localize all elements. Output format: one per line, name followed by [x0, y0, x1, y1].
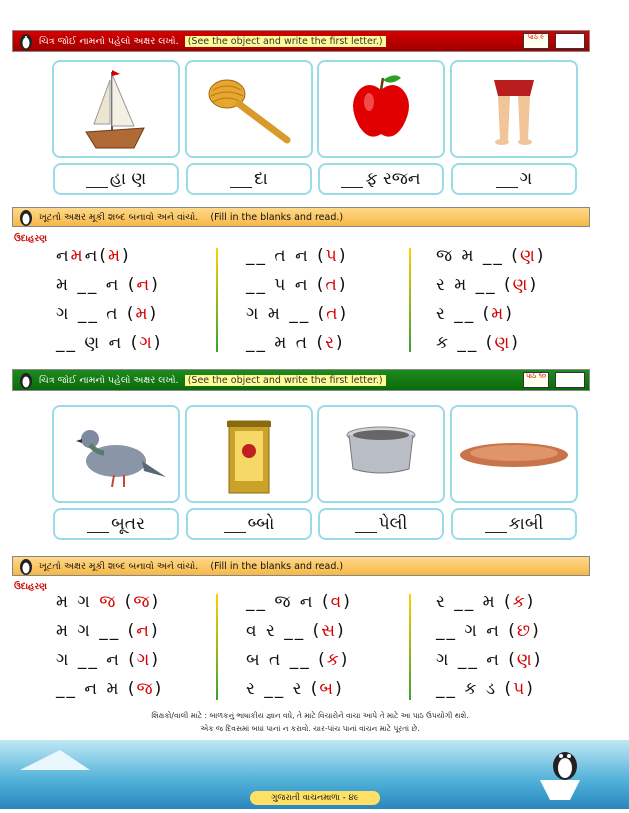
row-text: ર __ ( [436, 304, 492, 324]
row-text: ) [337, 621, 346, 641]
row-text: ) [122, 246, 131, 266]
row-text: ર મ __ ( [436, 275, 513, 295]
exercise-row[interactable] [56, 246, 131, 266]
fill2-banner [12, 556, 590, 576]
row-text: ) [505, 304, 514, 324]
exercise-row[interactable] [246, 304, 348, 324]
row-text: __ ન મ ( [56, 679, 137, 699]
column-divider [216, 248, 218, 352]
exercise-row[interactable] [56, 304, 158, 324]
picture-card-honey-dipper [185, 60, 313, 158]
row-text: ) [335, 333, 345, 353]
pot-icon [319, 407, 443, 501]
exercise-row[interactable] [56, 650, 160, 670]
fill1-banner [12, 207, 590, 227]
row-text: ક __ ( [436, 333, 495, 353]
answer-text: કાબી [508, 514, 544, 534]
row-text: ) [526, 679, 535, 699]
answer-letter: પ [325, 246, 339, 266]
row-text: ) [151, 275, 160, 295]
picture-card-plate [450, 405, 578, 503]
row-text: ર __ મ ( [436, 592, 513, 612]
answer-box-7[interactable] [318, 508, 444, 540]
exercise-row[interactable] [56, 621, 160, 641]
answer-letter: છ [516, 621, 533, 641]
apple-icon [319, 62, 443, 156]
blank-line [87, 516, 109, 533]
row-text: મ ગ __ ( [56, 621, 137, 641]
section1-instruction: ચિત્ર જોઈ નામનો પહેલો અક્ષર લખો. [39, 35, 179, 47]
section1-code: C L [555, 33, 585, 49]
row-text: ) [536, 246, 546, 266]
row-text: ) [532, 621, 541, 641]
section2-code: H L [555, 372, 585, 388]
exercise-row[interactable] [56, 275, 160, 295]
row-text: ( [99, 246, 108, 266]
row-text: __ પ ન ( [246, 275, 326, 295]
picture-card-legs [450, 60, 578, 158]
answer-text: દા [254, 169, 268, 189]
exercise-row[interactable] [246, 333, 345, 353]
exercise-row[interactable] [436, 246, 545, 266]
row-text: વ ર __ ( [246, 621, 322, 641]
row-text: ) [150, 621, 160, 641]
exercise-row[interactable] [436, 650, 542, 670]
answer-letter: મ [491, 304, 506, 324]
blank-line [86, 171, 108, 188]
row-text: ) [338, 275, 348, 295]
answer-box-4[interactable] [451, 163, 577, 195]
answer-letter: ક [512, 592, 527, 612]
answer-box-3[interactable] [318, 163, 444, 195]
blank-line [224, 516, 246, 533]
fill2-english: (Fill in the blanks and read.) [210, 560, 344, 572]
answer-letter: ત [325, 275, 339, 295]
exercise-row[interactable] [436, 333, 520, 353]
answer-box-1[interactable] [53, 163, 179, 195]
row-text: ) [151, 592, 161, 612]
fill2-instruction: ખૂટતો અક્ષર મૂકી શબ્દ બનાવો અને વાંચો. [39, 560, 199, 572]
section2-page-no: પાઠ ૧૦ [523, 372, 549, 388]
row-text: જ મ __ ( [436, 246, 520, 266]
blank-line [341, 171, 363, 188]
fill1-example-label: ઉદાહરણ [14, 234, 47, 244]
section1-banner [12, 30, 590, 52]
penguin-icon [13, 556, 39, 576]
penguin-mascot-icon [548, 742, 582, 786]
exercise-row[interactable] [246, 650, 349, 670]
answer-letter: સ [321, 621, 338, 641]
section1-page-no: પાઠ ૯ [523, 33, 549, 49]
answer-text: બ્બો [247, 514, 275, 534]
honey-dipper-icon [187, 62, 311, 156]
section2-banner [12, 369, 590, 391]
row-text: ) [343, 592, 352, 612]
blank-line [485, 516, 507, 533]
answer-letter: જ [99, 592, 118, 612]
answer-text: ગ [519, 169, 533, 189]
boat-icon [54, 62, 178, 156]
row-text: ન [84, 246, 100, 266]
plate-icon [452, 407, 576, 501]
answer-text: હા ણ [109, 169, 147, 189]
answer-letter: ણ [516, 650, 534, 670]
answer-letter: મ [70, 246, 85, 266]
answer-letter: પ [513, 679, 527, 699]
blank-line [496, 171, 518, 188]
row-text: ગ __ ત ( [56, 304, 136, 324]
answer-letter: ણ [512, 275, 530, 295]
page-label: ગુજરાતી વાચનમાળા - ૪૯ [250, 791, 380, 805]
row-text: ) [526, 592, 536, 612]
answer-text: પેલી [378, 514, 408, 534]
column-divider [409, 248, 411, 352]
answer-box-2[interactable] [186, 163, 312, 195]
picture-card-apple [317, 60, 445, 158]
row-text: ) [338, 246, 348, 266]
column-divider [409, 594, 411, 700]
fill1-instruction: ખૂટતો અક્ષર મૂકી શબ્દ બનાવો અને વાંચો. [39, 211, 199, 223]
penguin-icon [13, 370, 39, 390]
row-text: __ મ ત ( [246, 333, 326, 353]
exercise-row[interactable] [436, 679, 535, 699]
box-icon [187, 407, 311, 501]
answer-letter: ન [136, 275, 152, 295]
answer-letter: ગ [139, 333, 154, 353]
blank-line [355, 516, 377, 533]
exercise-row[interactable] [246, 246, 347, 266]
row-text: ) [151, 650, 160, 670]
column-divider [216, 594, 218, 700]
answer-letter: બ [319, 679, 336, 699]
exercise-row[interactable] [246, 592, 352, 612]
exercise-row[interactable] [436, 304, 514, 324]
row-text: ગ __ ન ( [56, 650, 137, 670]
row-text: ગ મ __ ( [246, 304, 327, 324]
answer-letter: જ [136, 679, 155, 699]
exercise-row[interactable] [436, 275, 538, 295]
picture-card-pigeon [52, 405, 180, 503]
footer-note-line1: શિક્ષકો/વાલી માટે : બાળકનું ભાષાકીય જ્ઞાન વધે, તે માટે વિચારોને વાચા આપે તે માટે આ પાઠ ઉપયોગી થશે. [151, 711, 469, 720]
answer-text: બૂતર [111, 514, 145, 534]
blank-line [230, 171, 252, 188]
legs-icon [452, 62, 576, 156]
answer-box-8[interactable] [451, 508, 577, 540]
row-text: __ જ ન ( [246, 592, 331, 612]
answer-letter: ન [136, 621, 151, 641]
row-text: મ __ ન ( [56, 275, 137, 295]
row-text: બ ત __ ( [246, 650, 327, 670]
picture-card-boat [52, 60, 180, 158]
section2-instruction: ચિત્ર જોઈ નામનો પહેલો અક્ષર લખો. [39, 374, 179, 386]
exercise-row[interactable] [436, 592, 535, 612]
answer-letter: ણ [519, 246, 537, 266]
answer-letter: ક [326, 650, 341, 670]
row-text: ( [117, 592, 134, 612]
picture-card-pot [317, 405, 445, 503]
answer-letter: વ [330, 592, 344, 612]
answer-letter: મ [135, 304, 150, 324]
exercise-row[interactable] [436, 621, 541, 641]
answer-letter: ગ [136, 650, 152, 670]
row-text: ) [511, 333, 520, 353]
section1-english: (See the object and write the first letter.) [185, 36, 386, 47]
answer-text: ફ રજન [365, 169, 421, 189]
row-text: ) [529, 275, 539, 295]
row-text: __ ણ ન ( [56, 333, 140, 353]
exercise-row[interactable] [56, 592, 160, 612]
answer-letter: ત [326, 304, 340, 324]
pigeon-icon [54, 407, 178, 501]
footer-note-line2: એક જ દિવસમાં બધાં પાનાં ન કરાવો. ચાર-પાંચ પાનાં વાંચન માટે પૂરતાં છે. [200, 724, 420, 733]
row-text: ) [340, 650, 350, 670]
fill1-english: (Fill in the blanks and read.) [210, 211, 344, 223]
exercise-row[interactable] [246, 621, 346, 641]
row-text: ર __ ર ( [246, 679, 320, 699]
exercise-row[interactable] [56, 679, 163, 699]
penguin-icon [13, 31, 39, 51]
answer-letter: મ [108, 246, 123, 266]
answer-box-5[interactable] [53, 508, 179, 540]
row-text: __ ત ન ( [246, 246, 326, 266]
row-text: ) [335, 679, 344, 699]
row-text: મ ગ [56, 592, 100, 612]
exercise-row[interactable] [246, 275, 347, 295]
row-text: ) [339, 304, 349, 324]
row-text: ન [56, 246, 71, 266]
row-text: ) [533, 650, 543, 670]
exercise-row[interactable] [56, 333, 162, 353]
row-text: ) [154, 679, 164, 699]
row-text: ગ __ ન ( [436, 650, 517, 670]
row-text: __ ક ડ ( [436, 679, 514, 699]
row-text: __ ગ ન ( [436, 621, 517, 641]
row-text: ) [149, 304, 159, 324]
section2-english: (See the object and write the first letter.) [185, 375, 386, 386]
exercise-row[interactable] [246, 679, 344, 699]
fill2-example-label: ઉદાહરણ [14, 582, 47, 592]
answer-letter: ણ [494, 333, 512, 353]
answer-letter: ર [325, 333, 336, 353]
row-text: ) [153, 333, 163, 353]
penguin-icon [13, 207, 39, 227]
picture-card-box [185, 405, 313, 503]
answer-box-6[interactable] [186, 508, 312, 540]
answer-letter: જ [133, 592, 152, 612]
